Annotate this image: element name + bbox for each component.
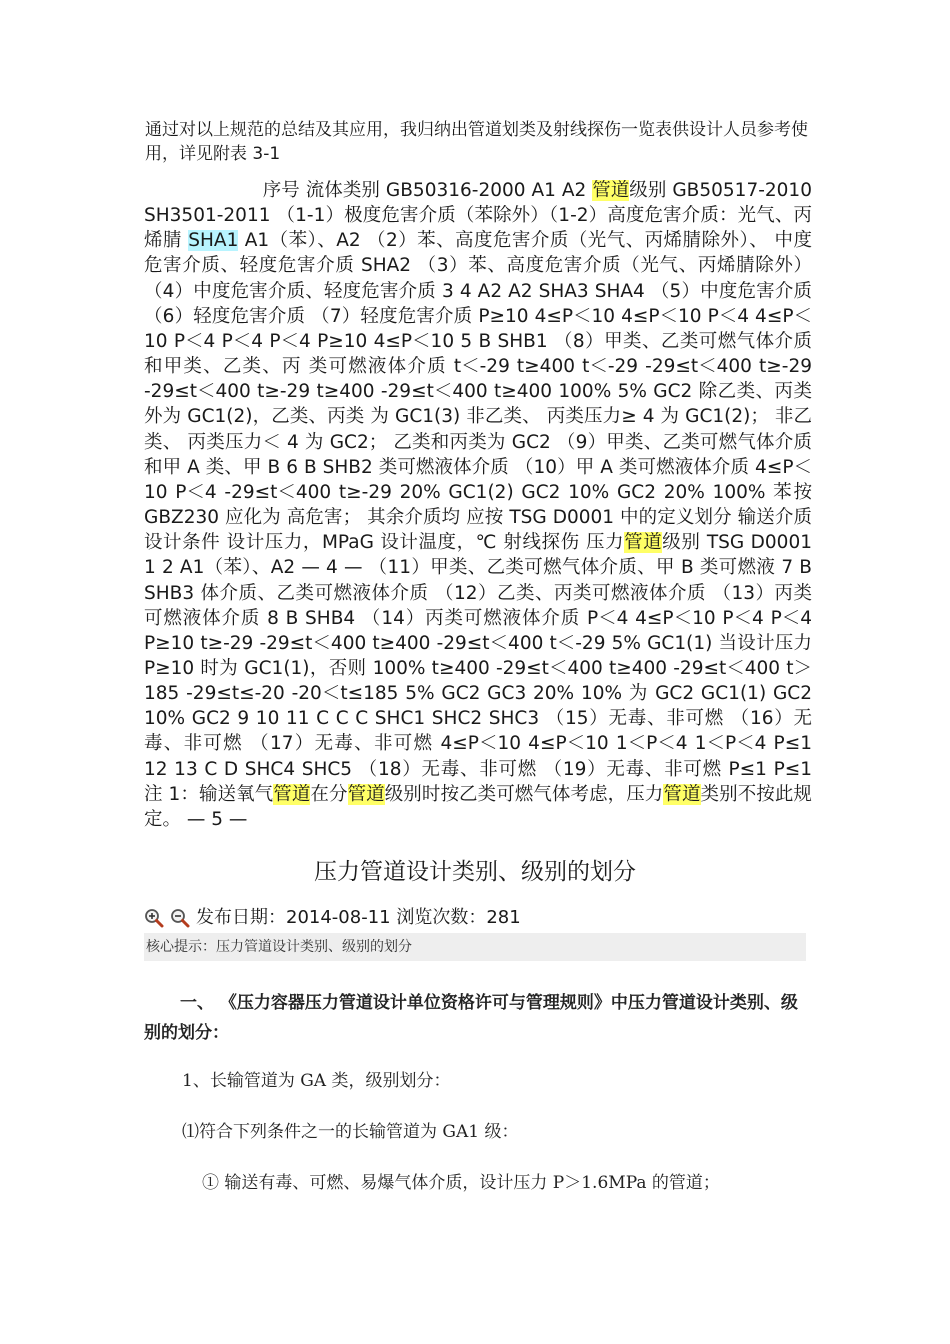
text-segment: 级别 TSG D0001 1 2 A1（苯）、A2 — 4 — （11）甲类、乙类可燃气体介质、甲 B 类可燃液 7 B SHB3 体介质、乙类可燃液体介质 （12）乙类、丙类可燃液体介质 （13）丙类可燃液体介质 8 B SHB4 （14）丙类可燃液体介质 P＜4 4≤P＜10 P＜4 P＜4 P≥10 t≥-29 -29≤t＜400 t≥400 -29≤t＜400 t＜-29 5% GC1(1) 当设计压力 P≥10 时为 GC1(1)，否则 100% t≥400 -29≤t＜400 t≥400 -29≤t＜400 t＞185 -29≤t≤-20 -20＜t≤185 5% GC2 GC3 20% 10% 为 GC2 GC1(1) GC2 10% GC2 9 10 11 C C C SHC1 SHC2 SHC3 （15）无毒、非可燃 （16）无毒、非可燃 （17）无毒、非可燃 4≤P＜10 4≤P＜10 1＜P＜4 1＜P＜4 P≤1 12 13 C D SHC4 SHC5 （18）无毒、非可燃 （19）无毒、非可燃 P≤1 P≤1 注 1：输送氧气 xyxy=(144,532,812,805)
article-title: 压力管道设计类别、级别的划分 xyxy=(314,859,636,885)
text-segment: 类别不按此规定。 — 5 — xyxy=(144,783,812,830)
highlighted-term: SHA1 xyxy=(188,230,239,252)
text-segment: A1（苯）、A2 （2）苯、高度危害介质（光气、丙烯腈除外）、 中度危害介质、轻度危害介质 SHA2 （3）苯、高度危害介质（光气、丙烯腈除外） （4）中度危害介质、轻度危害介质 3 4 A2 A2 SHA3 SHA4 （5）中度危害介质 （6）轻度危害介质 （7）轻度危害介质 P≥10 4≤P＜10 4≤P＜10 P＜4 4≤P＜10 P＜4 P＜4 P＜4 P≥10 4≤P＜10 5 B SHB1 （8）甲类、乙类可燃气体介质和甲类、乙类、丙 类可燃液体介质 t＜-29 t≥400 t＜-29 -29≤t＜400 t≥-29 -29≤t＜400 t≥-29 t≥400 -29≤t＜400 t≥400 100% 5% GC2 除乙类、丙类外为 GC1(2)，乙类、丙类 为 GC1(3) 非乙类、 丙类压力≥ 4 为 GC1(2)； 非乙类、 丙类压力＜ 4 为 GC2； 乙类和丙类为 GC2 （9）甲类、乙类可燃气体介质和甲 A 类、甲 B 6 B SHB2 类可燃液体介质 （10）甲 A 类可燃液体介质 4≤P＜10 P＜4 -29≤t＜400 t≥-29 20% GC1(2) GC2 10% GC2 20% 100% 苯按 GBZ230 应化为 高危害； 其余介质均 应按 TSG D0001 中的定义划分 输送介质 设计条件 设计压力，MPaG 设计温度，℃ 射线探伤 压力 xyxy=(144,230,812,554)
publish-info: 发布日期：2014-08-11 浏览次数：281 xyxy=(196,907,521,928)
paragraph-ga1: ⑴符合下列条件之一的长输管道为 GA1 级： xyxy=(182,1122,519,1142)
paragraph-ga1-item1: ① 输送有毒、可燃、易爆气体介质，设计压力 P＞1.6MPa 的管道； xyxy=(202,1173,720,1193)
highlighted-term: 管道 xyxy=(592,180,630,201)
highlighted-term: 管道 xyxy=(273,783,311,805)
core-tip-text: 核心提示：压力管道设计类别、级别的划分 xyxy=(146,939,412,955)
zoom-in-icon[interactable] xyxy=(144,908,164,928)
text-segment: 级别 GB50517-2010 SH3501-2011 （1-1）极度危害介质（苯除外）（1-2）高度危害介质：光气、丙烯腈 xyxy=(144,180,812,252)
highlighted-term: 管道 xyxy=(663,783,701,805)
text-segment: 在分 xyxy=(310,783,348,805)
highlighted-term: 管道 xyxy=(624,532,663,554)
article-meta xyxy=(144,905,521,931)
zoom-out-icon[interactable] xyxy=(170,908,190,928)
core-tip-box xyxy=(144,933,806,961)
intro-paragraph: 通过对以上规范的总结及其应用，我归纳出管道划类及射线探伤一览表供设计人员参考使用，详见附表 3-1 xyxy=(145,120,808,164)
text-segment: 级别时按乙类可燃气体考虑，压力 xyxy=(384,783,664,805)
table-text-flow xyxy=(144,178,812,832)
section-heading: 一、 《压力容器压力管道设计单位资格许可与管理规则》中压力管道设计类别、级别的划分： xyxy=(144,993,798,1043)
paragraph-ga: 1、长输管道为 GA 类，级别划分： xyxy=(182,1071,451,1091)
text-segment: 序号 流体类别 GB50316-2000 A1 A2 xyxy=(262,180,593,201)
highlighted-term: 管道 xyxy=(347,783,385,805)
